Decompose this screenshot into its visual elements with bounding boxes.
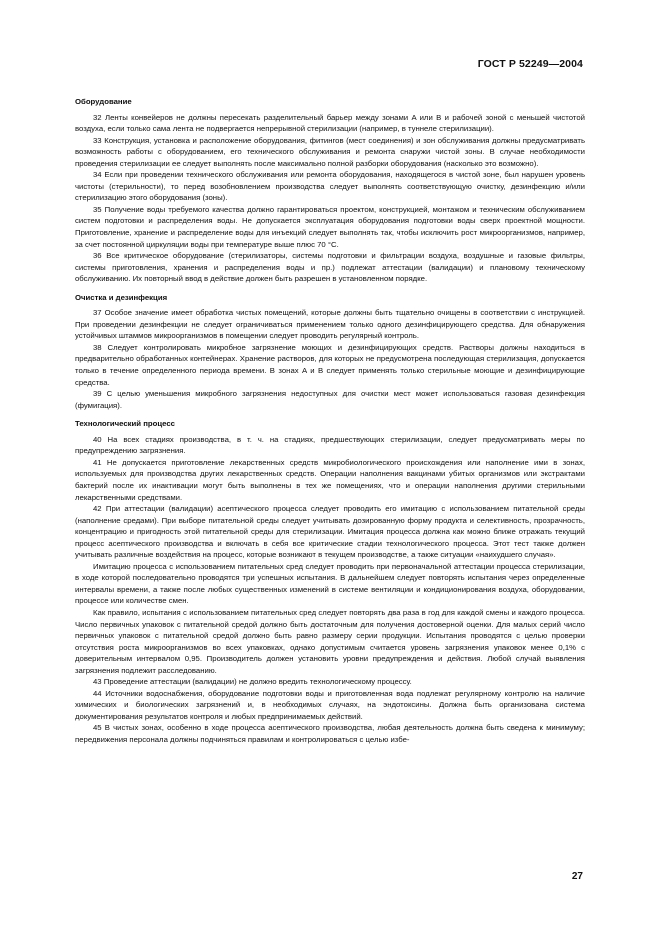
paragraph-42-simulation: Имитацию процесса с использованием питательных сред следует проводить при первоначальной аттестации процесса стерилизации, в ходе которой последовательно проводятся три успешных испытания. В дальнейшем следует повторять испытания через определенные интервалы времени, а также после любых существенных изменений в системе вентиляции и кондиционирования воздуха, оборудовании, процессе или количестве смен. bbox=[75, 561, 585, 606]
paragraph-43: 43 Проведение аттестации (валидации) не должно вредить технологическому процессу. bbox=[93, 677, 412, 687]
paragraph-44: 44 Источники водоснабжения, оборудование подготовки воды и приготовленная вода подлежат регулярному контролю на наличие химических и биологических загрязнений и, в необходимых случаях, на эндотоксины. Должна быть организована система документирования результатов контроля и любых предпринимаемых действий. bbox=[75, 688, 585, 721]
section-title-process: Технологический процесс bbox=[75, 419, 175, 429]
paragraph-32: 32 Ленты конвейеров не должны пересекать разделительный барьер между зонами A или B и рабочей зоной с меньшей чистотой воздуха, если только сама лента не подвергается непрерывной стерилизации (например, в туннеле стерилизации). bbox=[75, 112, 585, 134]
document-body bbox=[75, 96, 585, 746]
section-title-equipment: Оборудование bbox=[75, 97, 132, 106]
section-title-cleaning: Очистка и дезинфекция bbox=[75, 292, 168, 302]
paragraph-37: 37 Особое значение имеет обработка чистых помещений, которые должны быть тщательно очищены в соответствии с инструкцией. При проведении дезинфекции не следует ограничиваться применением только одного дезинфицирующего средства. Для обнаружения устойчивых штаммов микроорганизмов в помещении следует проводить регулярный контроль. bbox=[75, 308, 585, 341]
page-number: 27 bbox=[571, 871, 583, 882]
paragraph-34: 34 Если при проведении технического обслуживания или ремонта оборудования, находящегося в чистой зоне, был нарушен уровень чистоты (стерильности), то перед возобновлением производства следует выполнять соответствующую очистку, дезинфекцию и/или стерилизацию этого оборудования (зоны). bbox=[75, 170, 585, 203]
document-standard-header: ГОСТ Р 52249—2004 bbox=[477, 58, 583, 70]
paragraph-38: 38 Следует контролировать микробное загрязнение моющих и дезинфицирующих средств. Растворы должны находиться в предварительно обработанных контейнерах. Хранение растворов, для которых не предусмотрена последующая стерилизация, допускается только в течение определенного периода времени. В зонах A и B следует применять только стерильные моющие и дезинфицирующие средства. bbox=[75, 342, 585, 387]
paragraph-45: 45 В чистых зонах, особенно в ходе процесса асептического производства, любая деятельность должна быть сведена к минимуму; передвижения персонала должны подчиняться правилам и контролироваться с целью избе- bbox=[75, 723, 585, 744]
paragraph-35: 35 Получение воды требуемого качества должно гарантироваться проектом, конструкцией, монтажом и техническим обслуживанием систем подготовки и распределения воды. Не допускается эксплуатация оборудования подготовки воды сверх проектной мощности. Приготовление, хранение и распределение воды для инъекций следует выполнять так, чтобы исключить рост микроорганизмов, например, за счет постоянной циркуляции воды при температуре выше плюс 70 °С. bbox=[75, 204, 585, 249]
paragraph-42-frequency: Как правило, испытания с использованием питательных сред следует повторять два раза в год для каждой смены и каждого процесса. Число первичных упаковок с питательной средой должно быть достаточным для получения достоверной оценки. Для малых серий число первичных упаковок с питательной средой должно быть равно размеру серии продукции. Испытания проводятся с целью проверки отсутствия роста микроорганизмов во всех упаковках, однако допустимым считается уровень загрязнения упаковок менее 0,1% с доверительным интервалом 0,95. Производитель должен установить уровни предупреждения и действия. Любой случай выявления загрязнения подлежит расследованию. bbox=[75, 607, 585, 675]
paragraph-33: 33 Конструкция, установка и расположение оборудования, фитингов (мест соединения) и зон обслуживания должны предусматривать возможность работы с оборудованием, его технического обслуживания и ремонта снаружи чистой зоны. В случае необходимости проведения стерилизации ее следует выполнять после максимально полной разборки оборудования (насколько это возможно). bbox=[75, 135, 585, 168]
paragraph-40: 40 На всех стадиях производства, в т. ч. на стадиях, предшествующих стерилизации, следует предусматривать меры по предупреждению загрязнения. bbox=[75, 434, 585, 456]
paragraph-41: 41 Не допускается приготовление лекарственных средств микробиологического происхождения или наполнение ими в зонах, используемых для производства других лекарственных средств. Операции наполнения вакцинами убитых организмов или экстрактами бактерий после их инактивации могут быть выполнены в тех же помещениях, что и операции наполнения другими стерильными лекарственными средствами. bbox=[75, 457, 585, 502]
paragraph-39: 39 С целью уменьшения микробного загрязнения недоступных для очистки мест может использоваться газовая дезинфекция (фумигация). bbox=[75, 389, 585, 410]
paragraph-36: 36 Все критическое оборудование (стерилизаторы, системы подготовки и фильтрации воздуха, воздушные и газовые фильтры, системы приготовления, хранения и распределения воды и пр.) подлежат аттестации (валидации) и плановому техническому обслуживанию. Их повторный ввод в действие должен быть разрешен в установленном порядке. bbox=[75, 251, 585, 284]
paragraph-42: 42 При аттестации (валидации) асептического процесса следует проводить его имитацию с использованием питательной среды (наполнение средами). При выборе питательной среды следует учитывать дозированную форму продукта и селективность, прозрачность, концентрацию и пригодность этой питательной среды для стерилизации. Имитация процесса должна как можно ближе отражать текущий процесс асептического производства и включать в себя все критические стадии технологического процесса. Этот тест также должен учитывать различные воздействия на процесс, которые возникают в текущем производстве, а также ситуации «наихудшего случая». bbox=[75, 504, 585, 560]
